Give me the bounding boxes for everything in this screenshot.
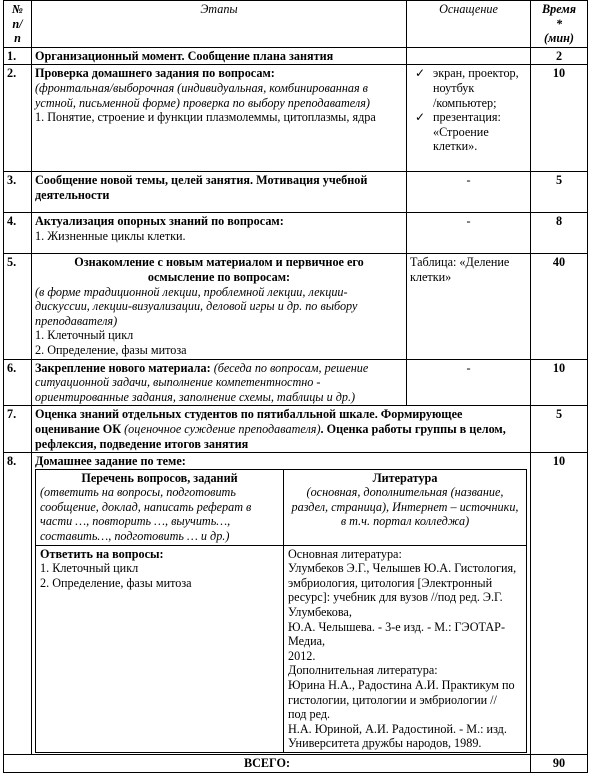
equipment-line: ноутбук [433, 80, 475, 95]
stage-note-line: ориентированные задания, заполнение схемы, таблицы и др.) [35, 389, 356, 404]
header-time [531, 1, 588, 48]
checkmark-icon: ✓ [415, 66, 426, 81]
stage-time: 2 [531, 47, 588, 65]
total-label: ВСЕГО: [4, 754, 531, 772]
stage-note-line: (фронтальная/выборочная (индивидуальная, комбинированная в [35, 80, 368, 95]
row-number: 8. [4, 453, 32, 755]
stage-cell [32, 254, 407, 359]
table-row [4, 172, 588, 213]
table-row [4, 213, 588, 254]
questions-header-note: составить…, подготовить … и др.) [40, 529, 230, 544]
total-row [4, 754, 588, 772]
header-time-line-1: Время [542, 2, 576, 16]
literature-line: Улумбекова, [288, 605, 352, 620]
checkmark-icon: ✓ [415, 110, 426, 125]
homework-body-row [36, 545, 527, 752]
table-row [4, 406, 588, 453]
header-equipment: Оснащение [407, 1, 531, 48]
stage-note-line: ситуационной задачи, выполнение компетентностно - [35, 375, 321, 390]
literature-line: Юрина Н.А., Радостина А.И. Практикум по [288, 678, 515, 692]
equipment-item [413, 110, 527, 154]
question-item: 1. Клеточный цикл [40, 561, 139, 576]
stage-note-line: дискуссии, лекции-визуализации, деловой игры и др. по выбору [35, 299, 358, 314]
literature-line: Улумбеков Э.Г., Челышев Ю.А. Гистология, [288, 561, 517, 576]
stage-time: 40 [531, 254, 588, 359]
questions-header-note: сообщение, доклад, написать реферат в [40, 499, 252, 514]
table-row [4, 453, 588, 755]
question-item: 2. Определение, фазы митоза [40, 575, 192, 590]
stage-title: осмысление по вопросам: [147, 269, 291, 284]
table-row [4, 359, 588, 406]
stage-title: Оценка знаний отдельных студентов по пятибалльной шкале. Формирующее [35, 407, 463, 422]
header-num-line-3: п [14, 31, 21, 46]
literature-line: Основная литература: [288, 546, 402, 561]
stage-title: Проверка домашнего задания по вопросам: [35, 66, 275, 81]
stage-equipment: - [407, 213, 531, 254]
stage-time: 10 [531, 453, 588, 755]
questions-header [36, 469, 284, 545]
stage-title: деятельности [35, 187, 110, 202]
stage-cell [32, 65, 407, 172]
stage-time: 10 [531, 65, 588, 172]
literature-line: ресурс]: учебник для вузов //под ред. Э.Г. [288, 590, 503, 605]
literature-line: под ред. [288, 707, 331, 722]
stage-equipment [407, 65, 531, 172]
header-num-line-1: № [11, 2, 24, 16]
literature-header-note: в т.ч. портал колледжа) [340, 514, 470, 529]
homework-header-row [36, 469, 527, 545]
table-row [4, 47, 588, 65]
literature-line: Медиа, [288, 634, 326, 649]
row-number: 7. [4, 406, 32, 453]
stage-note-line: (в форме традиционной лекции, проблемной лекции, лекции- [35, 284, 348, 299]
total-value: 90 [531, 754, 588, 772]
literature-line: Университета дружбы народов, 1989. [288, 736, 482, 751]
header-row [4, 1, 588, 48]
stage-title: рефлексия, подведение итогов занятия [35, 436, 249, 451]
stage-equipment [407, 47, 531, 65]
literature-line: Дополнительная литература: [288, 663, 438, 678]
equipment-line: экран, проектор, [433, 66, 519, 81]
stage-note-line: (оценочное суждение преподавателя) [121, 421, 321, 436]
stage-title: оценивание ОК [35, 421, 122, 436]
stage-cell [32, 406, 531, 453]
header-time-line-2: * [555, 16, 563, 31]
questions-header-title: Перечень вопросов, заданий [81, 470, 238, 485]
stage-note-line: преподавателя) [35, 313, 118, 328]
lesson-plan-table [3, 0, 588, 773]
literature-line: гистологии, цитологии и эмбриологии // [288, 692, 497, 707]
equipment-line: Таблица: «Деление [410, 255, 510, 270]
stage-title: Актуализация опорных знаний по вопросам: [35, 214, 284, 229]
stage-cell [32, 172, 407, 213]
stage-cell [32, 359, 407, 406]
literature-line: Н.А. Юриной, А.И. Радостиной. - М.: изд. [288, 721, 507, 736]
header-stages: Этапы [32, 1, 407, 48]
stage-title: Закрепление нового материала: [35, 360, 211, 375]
row-number: 3. [4, 172, 32, 213]
table-row [4, 254, 588, 359]
stage-question: 1. Понятие, строение и функции плазмолеммы, цитоплазмы, ядра [35, 110, 376, 125]
stage-note-line: устной, письменной форме) проверка по выбору преподавателя) [35, 95, 370, 110]
literature-header-title: Литература [372, 470, 438, 485]
stage-question: 2. Определение, фазы митоза [35, 342, 187, 357]
literature-line: 2012. [288, 648, 316, 663]
homework-cell [32, 453, 531, 755]
stage-equipment: - [407, 172, 531, 213]
stage-cell [32, 213, 407, 254]
row-number: 4. [4, 213, 32, 254]
literature-body [284, 545, 527, 752]
row-number: 2. [4, 65, 32, 172]
literature-line: эмбриология, цитология [Электронный [288, 575, 493, 590]
questions-header-note: части …, повторить …, выучить…, [40, 514, 231, 529]
stage-time: 10 [531, 359, 588, 406]
equipment-line: клетки» [410, 269, 452, 284]
equipment-item [413, 66, 527, 110]
table-row [4, 65, 588, 172]
homework-table [35, 469, 527, 753]
literature-header-note: раздел, страница), Интернет – источники, [291, 499, 519, 514]
row-number: 5. [4, 254, 32, 359]
equipment-line: /компьютер; [433, 95, 497, 110]
equipment-line: презентация: [433, 110, 501, 125]
header-num-line-2: п/ [12, 16, 23, 31]
header-time-line-3: (мин) [543, 31, 574, 46]
stage-question: 1. Жизненные циклы клетки. [35, 228, 186, 243]
stage-title: Домашнее задание по теме: [35, 454, 186, 469]
questions-header-note: (ответить на вопросы, подготовить [40, 485, 236, 500]
stage-time: 5 [531, 172, 588, 213]
stage-time: 5 [531, 406, 588, 453]
stage-question: 1. Клеточный цикл [35, 328, 134, 343]
stage-title: Сообщение новой темы, целей занятия. Мотивация учебной [35, 173, 368, 188]
header-num [4, 1, 32, 48]
stage-note-line: (беседа по вопросам, решение [210, 360, 369, 375]
row-number: 1. [4, 47, 32, 65]
literature-header [284, 469, 527, 545]
equipment-line: клетки». [433, 139, 478, 154]
questions-body [36, 545, 284, 752]
stage-title: Организационный момент. Сообщение плана занятия [32, 47, 407, 65]
questions-body-title: Ответить на вопросы: [40, 546, 164, 561]
stage-title: . Оценка работы группы в целом, [320, 421, 506, 436]
stage-title: Ознакомление с новым материалом и первичное его [74, 255, 364, 270]
equipment-line: «Строение [433, 124, 489, 139]
stage-equipment: - [407, 359, 531, 406]
literature-line: Ю.А. Челышева. - 3-е изд. - М.: ГЭОТАР- [288, 619, 506, 634]
stage-equipment [407, 254, 531, 359]
stage-time: 8 [531, 213, 588, 254]
row-number: 6. [4, 359, 32, 406]
literature-header-note: (основная, дополнительная (название, [306, 485, 504, 500]
